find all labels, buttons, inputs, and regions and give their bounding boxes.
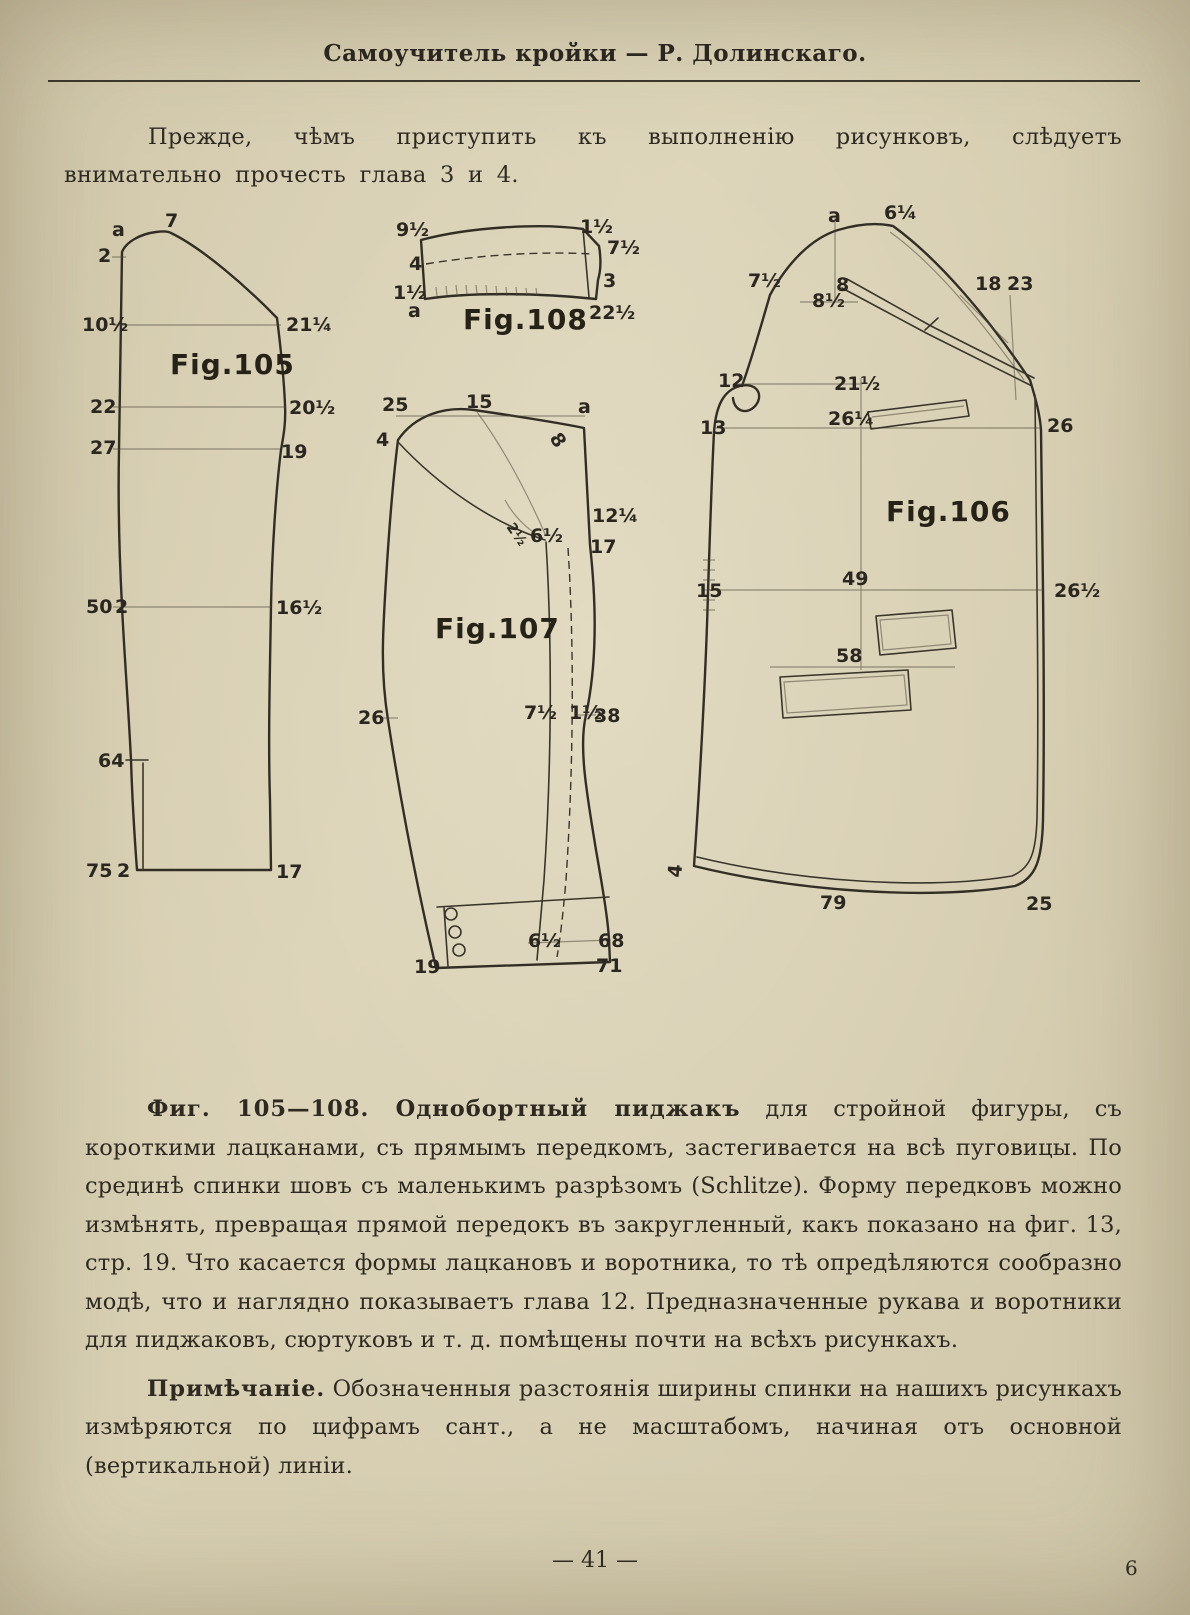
fig106-breast-pocket (868, 400, 969, 429)
fig106-label: 8 (836, 274, 850, 296)
fig105-caption: Fig.105 (170, 348, 295, 381)
fig106-label: 7½ (748, 270, 781, 292)
fig105-label: a (112, 219, 125, 241)
fig107-front-seam (537, 542, 550, 960)
guide-line (112, 257, 286, 607)
fig107-sleeve-piece (358, 391, 638, 978)
fig107-label: 19 (414, 956, 441, 978)
fig106-label: 26 (1047, 415, 1074, 437)
fig107-label: 6½ (528, 930, 561, 952)
fig107-label: 17 (590, 536, 617, 558)
fig107-cuff-line (437, 897, 609, 966)
fig105-back-piece (82, 210, 335, 883)
fig106-label: 79 (820, 892, 847, 914)
signature-mark: 6 (1125, 1556, 1138, 1580)
fig106-label: 4 (664, 863, 688, 879)
fig106-lapel-inner (890, 232, 1024, 380)
fig106-label: 26½ (1054, 580, 1101, 602)
fig105-label: 7 (165, 210, 179, 232)
fig107-label: 4 (376, 429, 390, 451)
note-paragraph (85, 1370, 1122, 1486)
fig106-hip-pocket-flap (780, 670, 911, 718)
fig106-side-pocket-inner (880, 615, 951, 650)
fig107-button (449, 926, 461, 938)
figure-description-paragraph (85, 1090, 1122, 1360)
fig105-label: 64 (98, 750, 125, 772)
fig108-label: 1½ (393, 282, 426, 304)
fig106-front-edge-inner (697, 395, 1038, 883)
fig106-label: 23 (1007, 273, 1034, 295)
fig105-label: 10½ (82, 314, 129, 336)
page-title: Самоучитель кройки — Р. Долинскаго. (323, 40, 867, 67)
fig105-label: 21¼ (286, 314, 333, 336)
fig107-label: 71 (596, 955, 623, 977)
fig106-front-shoulder (742, 295, 770, 386)
description-block (85, 1090, 1122, 1495)
fig107-label: 2½ (502, 520, 530, 550)
fig106-label: 18 (975, 273, 1002, 295)
fig108-caption: Fig.108 (463, 303, 588, 336)
fig108-label: 22½ (589, 302, 636, 324)
fig106-outline (694, 224, 1044, 893)
fig107-caption: Fig.107 (435, 612, 560, 645)
figure-description-lead: Фиг. 105—108. Однобортный пиджакъ (147, 1096, 741, 1122)
fig107-cap-measure-line (477, 412, 546, 536)
fig105-label: 27 (90, 437, 117, 459)
fig106-label: 58 (836, 645, 863, 667)
fig106-caption: Fig.106 (886, 495, 1011, 528)
fig106-label: 6¼ (884, 202, 917, 224)
pattern-diagrams (0, 200, 1190, 1010)
fig106-label: 13 (700, 417, 727, 439)
fig106-label: 26¼ (828, 408, 875, 430)
fig105-label: 17 (276, 861, 303, 883)
fig105-label: 20½ (289, 397, 336, 419)
fig107-label: a (578, 396, 591, 418)
fig105-label: 19 (281, 441, 308, 463)
fig108-collar-piece (393, 216, 640, 336)
fig108-fold-line (426, 253, 592, 264)
fig107-label: 6½ (530, 525, 563, 547)
fig107-label: 12¼ (592, 505, 639, 527)
fig106-label: 49 (842, 568, 869, 590)
fig107-button (453, 944, 465, 956)
fig108-label: 4 (409, 253, 423, 275)
fig105-label: 2 (117, 860, 131, 882)
fig106-side-pocket-flap (876, 610, 956, 655)
fig107-fold-line (557, 548, 572, 957)
fig105-label: 2 (98, 245, 112, 267)
fig105-label: 50 (86, 596, 113, 618)
fig108-label: 3 (603, 270, 617, 292)
fig108-label: 7½ (607, 237, 640, 259)
page-number: — 41 — (552, 1548, 638, 1573)
fig108-label: a (408, 300, 421, 322)
fig107-underarm-curve (398, 442, 545, 540)
fig108-label: 9½ (396, 219, 429, 241)
fig107-label: 8 (544, 428, 571, 452)
fig106-label: 21½ (834, 373, 881, 395)
figure-description-text: для стройной фигуры, съ короткими лацканами, съ прямымъ передкомъ, застегивается на всѣ пуговицы. По срединѣ спинки шовъ съ маленькимъ разрѣзомъ (Schlitze). Форму передковъ можно измѣнять, превращая прямой передокъ въ закругленный, какъ показано на фиг. 13, стр. 19. Что касается формы лацкановъ и воротника, то тѣ опредѣляются сообразно модѣ, что и наглядно показываетъ глава 12. Предназначенные рукава и воротники для пиджаковъ, сюртуковъ и т. д. помѣщены почти на всѣхъ рисункахъ. (85, 1096, 1123, 1353)
fig106-breast-pocket-inner (872, 406, 964, 417)
header-rule (48, 80, 1140, 82)
fig106-collar-lines (842, 279, 1034, 386)
note-lead: Примѣчаніе. (147, 1375, 326, 1402)
fig108-label: 1½ (580, 216, 613, 238)
note-text: Обозначенныя разстоянія ширины спинки на нашихъ рисункахъ измѣряются по цифрамъ сант., а не масштабомъ, начиная отъ основной (вертикальной) линіи. (85, 1375, 1123, 1479)
fig106-label: a (828, 205, 841, 227)
fig108-edge-line (583, 229, 589, 297)
pattern-diagrams-svg (0, 200, 1190, 1010)
fig106-hip-pocket-inner (784, 675, 907, 713)
fig106-label: 15 (696, 580, 723, 602)
fig107-label: 25 (382, 394, 409, 416)
fig106-label: 8½ (812, 290, 845, 312)
fig106-front-piece (664, 202, 1100, 915)
fig105-label: 75 (86, 860, 113, 882)
fig107-button (445, 908, 457, 920)
fig107-label: 15 (466, 391, 493, 413)
fig107-label: 26 (358, 707, 385, 729)
fig106-label: 12 (718, 370, 745, 392)
fig107-label: 7½ (524, 702, 557, 724)
fig107-label: 38 (594, 705, 621, 727)
fig106-label: 25 (1026, 893, 1053, 915)
fig107-outline (383, 409, 610, 968)
fig105-label: 22 (90, 396, 117, 418)
intro-paragraph: Прежде, чѣмъ приступить къ выполненію рисунковъ, слѣдуетъ внимательно прочесть глава 3 и 4. (64, 124, 1122, 188)
fig107-label: 68 (598, 930, 625, 952)
fig105-label: 2 (115, 596, 129, 618)
fig105-label: 16½ (276, 597, 323, 619)
fig108-outline (421, 226, 600, 299)
fig107-label: 1½ (569, 702, 602, 724)
